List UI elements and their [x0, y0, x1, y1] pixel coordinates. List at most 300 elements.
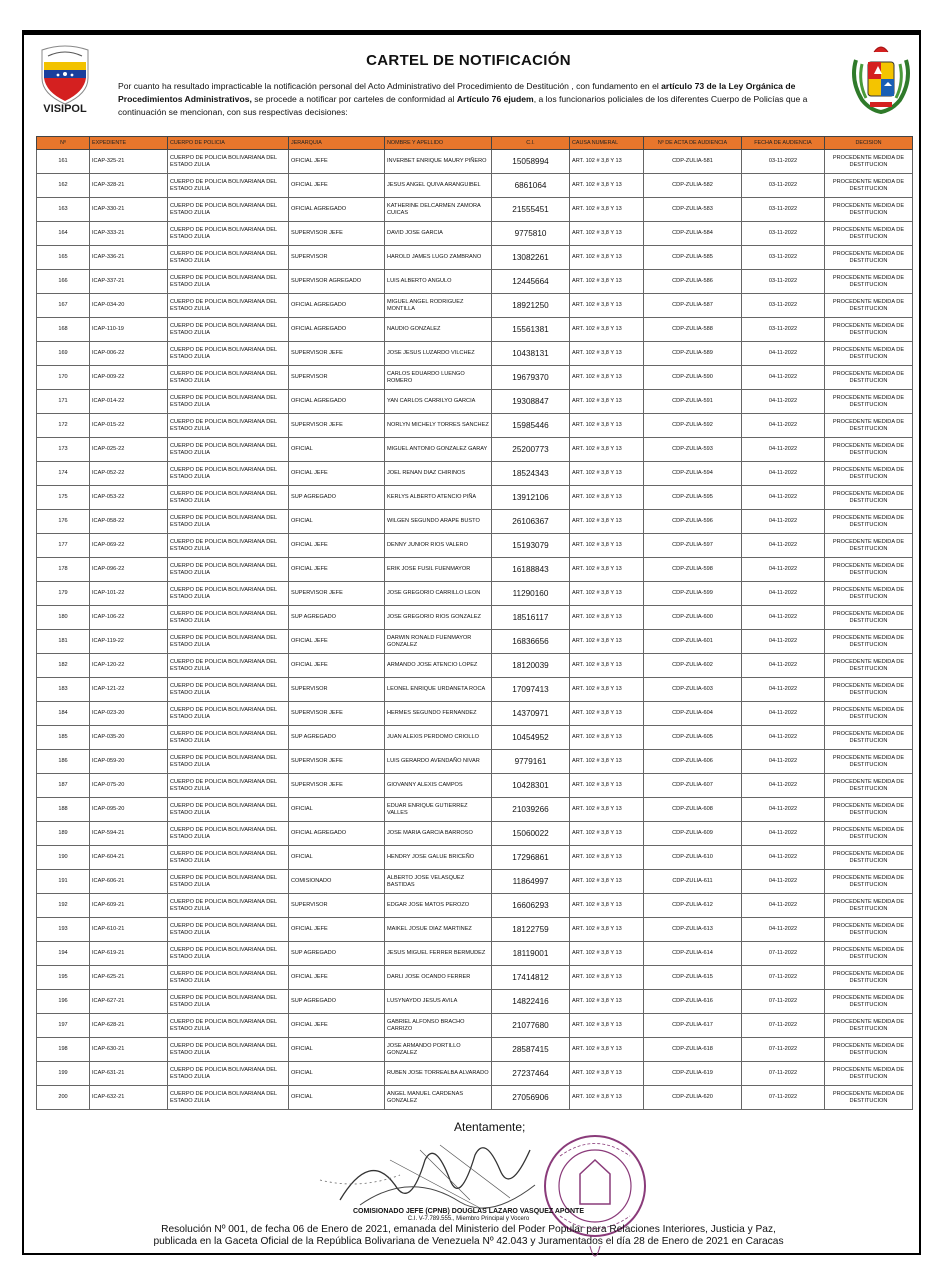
cuerpo-cell: CUERPO DE POLICIA BOLIVARIANA DEL ESTADO ZULIA — [168, 510, 289, 534]
causa-cell: ART. 102 # 3,8 Y 13 — [570, 1062, 644, 1086]
cuerpo-cell: CUERPO DE POLICIA BOLIVARIANA DEL ESTADO ZULIA — [168, 342, 289, 366]
decision-cell: PROCEDENTE MEDIDA DE DESTITUCION — [825, 174, 913, 198]
table-row — [37, 942, 913, 966]
resolution-footer — [0, 1224, 937, 1248]
cuerpo-cell: CUERPO DE POLICIA BOLIVARIANA DEL ESTADO ZULIA — [168, 1086, 289, 1110]
row-number: 184 — [37, 702, 90, 726]
name-cell: MAIKEL JOSUE DIAZ MARTINEZ — [385, 918, 492, 942]
expediente-cell: ICAP-610-21 — [90, 918, 168, 942]
name-cell: DENNY JUNIOR RIOS VALERO — [385, 534, 492, 558]
fecha-cell: 04-11-2022 — [742, 462, 825, 486]
acta-cell: CDP-ZULIA-606 — [644, 750, 742, 774]
cuerpo-cell: CUERPO DE POLICIA BOLIVARIANA DEL ESTADO ZULIA — [168, 798, 289, 822]
decision-cell: PROCEDENTE MEDIDA DE DESTITUCION — [825, 990, 913, 1014]
name-cell: HERMES SEGUNDO FERNANDEZ — [385, 702, 492, 726]
name-cell: INVERBET ENRIQUE MAURY PIÑERO — [385, 150, 492, 174]
fecha-cell: 04-11-2022 — [742, 606, 825, 630]
name-cell: LEONEL ENRIQUE URDANETA ROCA — [385, 678, 492, 702]
jerarquia-cell: SUPERVISOR — [289, 894, 385, 918]
table-row — [37, 198, 913, 222]
ci-cell: 15985446 — [492, 414, 570, 438]
jerarquia-cell: OFICIAL AGREGADO — [289, 822, 385, 846]
jerarquia-cell: OFICIAL JEFE — [289, 918, 385, 942]
fecha-cell: 07-11-2022 — [742, 1062, 825, 1086]
causa-cell: ART. 102 # 3,8 Y 13 — [570, 294, 644, 318]
expediente-cell: ICAP-034-20 — [90, 294, 168, 318]
cuerpo-cell: CUERPO DE POLICIA BOLIVARIANA DEL ESTADO ZULIA — [168, 294, 289, 318]
cuerpo-cell: CUERPO DE POLICIA BOLIVARIANA DEL ESTADO ZULIA — [168, 606, 289, 630]
jerarquia-cell: OFICIAL JEFE — [289, 174, 385, 198]
row-number: 171 — [37, 390, 90, 414]
decision-cell: PROCEDENTE MEDIDA DE DESTITUCION — [825, 846, 913, 870]
jerarquia-cell: SUPERVISOR — [289, 366, 385, 390]
expediente-cell: ICAP-009-22 — [90, 366, 168, 390]
table-row — [37, 510, 913, 534]
ci-cell: 6861064 — [492, 174, 570, 198]
decision-cell: PROCEDENTE MEDIDA DE DESTITUCION — [825, 822, 913, 846]
expediente-cell: ICAP-628-21 — [90, 1014, 168, 1038]
ci-cell: 27237464 — [492, 1062, 570, 1086]
ci-cell: 26106367 — [492, 510, 570, 534]
acta-cell: CDP-ZULIA-588 — [644, 318, 742, 342]
table-row — [37, 822, 913, 846]
table-row — [37, 486, 913, 510]
name-cell: JESUS ANGEL QUIVA ARANGUIBEL — [385, 174, 492, 198]
decision-cell: PROCEDENTE MEDIDA DE DESTITUCION — [825, 966, 913, 990]
ci-cell: 13912106 — [492, 486, 570, 510]
name-cell: LUIS GERARDO AVENDAÑO NIVAR — [385, 750, 492, 774]
jerarquia-cell: COMISIONADO — [289, 870, 385, 894]
row-number: 163 — [37, 198, 90, 222]
column-header: FECHA DE AUDIENCIA — [742, 137, 825, 150]
acta-cell: CDP-ZULIA-583 — [644, 198, 742, 222]
ci-cell: 18524343 — [492, 462, 570, 486]
ci-cell: 17097413 — [492, 678, 570, 702]
jerarquia-cell: OFICIAL JEFE — [289, 462, 385, 486]
cuerpo-cell: CUERPO DE POLICIA BOLIVARIANA DEL ESTADO ZULIA — [168, 318, 289, 342]
fecha-cell: 04-11-2022 — [742, 438, 825, 462]
ci-cell: 14822416 — [492, 990, 570, 1014]
table-row — [37, 702, 913, 726]
row-number: 186 — [37, 750, 90, 774]
causa-cell: ART. 102 # 3,8 Y 13 — [570, 414, 644, 438]
ci-cell: 16188843 — [492, 558, 570, 582]
jerarquia-cell: SUP AGREGADO — [289, 606, 385, 630]
acta-cell: CDP-ZULIA-616 — [644, 990, 742, 1014]
jerarquia-cell: SUP AGREGADO — [289, 726, 385, 750]
decision-cell: PROCEDENTE MEDIDA DE DESTITUCION — [825, 774, 913, 798]
table-row — [37, 1038, 913, 1062]
fecha-cell: 03-11-2022 — [742, 294, 825, 318]
decision-cell: PROCEDENTE MEDIDA DE DESTITUCION — [825, 630, 913, 654]
name-cell: GABRIEL ALFONSO BRACHO CARRIZO — [385, 1014, 492, 1038]
name-cell: DAVID JOSE GARCIA — [385, 222, 492, 246]
table-row — [37, 222, 913, 246]
ci-cell: 15058994 — [492, 150, 570, 174]
ci-cell: 9779161 — [492, 750, 570, 774]
fecha-cell: 03-11-2022 — [742, 222, 825, 246]
name-cell: NORLYN MICHELY TORRES SANCHEZ — [385, 414, 492, 438]
jerarquia-cell: SUP AGREGADO — [289, 942, 385, 966]
ci-cell: 15060022 — [492, 822, 570, 846]
causa-cell: ART. 102 # 3,8 Y 13 — [570, 534, 644, 558]
column-header: EXPEDIENTE — [90, 137, 168, 150]
cuerpo-cell: CUERPO DE POLICIA BOLIVARIANA DEL ESTADO ZULIA — [168, 630, 289, 654]
decision-cell: PROCEDENTE MEDIDA DE DESTITUCION — [825, 918, 913, 942]
column-header: Nº — [37, 137, 90, 150]
decision-cell: PROCEDENTE MEDIDA DE DESTITUCION — [825, 942, 913, 966]
cuerpo-cell: CUERPO DE POLICIA BOLIVARIANA DEL ESTADO ZULIA — [168, 990, 289, 1014]
name-cell: MIGUEL ANTONIO GONZALEZ GARAY — [385, 438, 492, 462]
ci-cell: 17296861 — [492, 846, 570, 870]
name-cell: ANGEL MANUEL CARDENAS GONZALEZ — [385, 1086, 492, 1110]
acta-cell: CDP-ZULIA-589 — [644, 342, 742, 366]
jerarquia-cell: SUPERVISOR JEFE — [289, 582, 385, 606]
decision-cell: PROCEDENTE MEDIDA DE DESTITUCION — [825, 270, 913, 294]
causa-cell: ART. 102 # 3,8 Y 13 — [570, 150, 644, 174]
name-cell: EDGAR JOSE MATOS PEROZO — [385, 894, 492, 918]
table-row — [37, 558, 913, 582]
causa-cell: ART. 102 # 3,8 Y 13 — [570, 678, 644, 702]
column-header: CAUSA NUMERAL — [570, 137, 644, 150]
causa-cell: ART. 102 # 3,8 Y 13 — [570, 630, 644, 654]
jerarquia-cell: OFICIAL JEFE — [289, 630, 385, 654]
cuerpo-cell: CUERPO DE POLICIA BOLIVARIANA DEL ESTADO ZULIA — [168, 822, 289, 846]
jerarquia-cell: SUPERVISOR — [289, 246, 385, 270]
cuerpo-cell: CUERPO DE POLICIA BOLIVARIANA DEL ESTADO ZULIA — [168, 702, 289, 726]
acta-cell: CDP-ZULIA-581 — [644, 150, 742, 174]
expediente-cell: ICAP-325-21 — [90, 150, 168, 174]
name-cell: MIGUEL ANGEL RODRIGUEZ MONTILLA — [385, 294, 492, 318]
name-cell: JESUS MIGUEL FERRER BERMUDEZ — [385, 942, 492, 966]
fecha-cell: 03-11-2022 — [742, 318, 825, 342]
causa-cell: ART. 102 # 3,8 Y 13 — [570, 366, 644, 390]
decision-cell: PROCEDENTE MEDIDA DE DESTITUCION — [825, 798, 913, 822]
causa-cell: ART. 102 # 3,8 Y 13 — [570, 198, 644, 222]
name-cell: HENDRY JOSE GALUE BRICEÑO — [385, 846, 492, 870]
table-row — [37, 438, 913, 462]
name-cell: DARLI JOSE OCANDO FERRER — [385, 966, 492, 990]
name-cell: EDUAR ENRIQUE GUTIERREZ VALLES — [385, 798, 492, 822]
name-cell: ALBERTO JOSE VELASQUEZ BASTIDAS — [385, 870, 492, 894]
ci-cell: 18516117 — [492, 606, 570, 630]
ci-cell: 18119001 — [492, 942, 570, 966]
name-cell: KATHERINE DELCARMEN ZAMORA CUICAS — [385, 198, 492, 222]
cuerpo-cell: CUERPO DE POLICIA BOLIVARIANA DEL ESTADO ZULIA — [168, 1038, 289, 1062]
acta-cell: CDP-ZULIA-605 — [644, 726, 742, 750]
row-number: 185 — [37, 726, 90, 750]
intro-paragraph: Por cuanto ha resultado impracticable la notificación personal del Acto Administrativo del Procedimiento de Destitución , con fundamento en el artículo 73 de la Ley Orgánica de Procedimientos Administrativos, se procede a notificar por carteles de conformidad al Artículo 76 ejudem, a los funcionarios policiales de los diferentes Cuerpo de Policías que a continuación se mencionan, con sus respectivas decisiones: — [118, 81, 808, 117]
svg-text:VISIPOL: VISIPOL — [43, 103, 87, 114]
fecha-cell: 07-11-2022 — [742, 942, 825, 966]
jerarquia-cell: OFICIAL — [289, 846, 385, 870]
row-number: 191 — [37, 870, 90, 894]
table-row — [37, 750, 913, 774]
expediente-cell: ICAP-609-21 — [90, 894, 168, 918]
acta-cell: CDP-ZULIA-601 — [644, 630, 742, 654]
acta-cell: CDP-ZULIA-615 — [644, 966, 742, 990]
jerarquia-cell: OFICIAL AGREGADO — [289, 318, 385, 342]
name-cell: JOSE GREGORIO RIOS GONZALEZ — [385, 606, 492, 630]
table-row — [37, 846, 913, 870]
cuerpo-cell: CUERPO DE POLICIA BOLIVARIANA DEL ESTADO ZULIA — [168, 198, 289, 222]
table-row — [37, 630, 913, 654]
table-row — [37, 1086, 913, 1110]
row-number: 180 — [37, 606, 90, 630]
cuerpo-cell: CUERPO DE POLICIA BOLIVARIANA DEL ESTADO ZULIA — [168, 390, 289, 414]
expediente-cell: ICAP-336-21 — [90, 246, 168, 270]
row-number: 197 — [37, 1014, 90, 1038]
fecha-cell: 04-11-2022 — [742, 534, 825, 558]
fecha-cell: 04-11-2022 — [742, 774, 825, 798]
table-row — [37, 1014, 913, 1038]
column-header: NOMBRE Y APELLIDO — [385, 137, 492, 150]
acta-cell: CDP-ZULIA-617 — [644, 1014, 742, 1038]
row-number: 193 — [37, 918, 90, 942]
expediente-cell: ICAP-023-20 — [90, 702, 168, 726]
decision-cell: PROCEDENTE MEDIDA DE DESTITUCION — [825, 894, 913, 918]
acta-cell: CDP-ZULIA-594 — [644, 462, 742, 486]
expediente-cell: ICAP-120-22 — [90, 654, 168, 678]
row-number: 181 — [37, 630, 90, 654]
row-number: 192 — [37, 894, 90, 918]
cuerpo-cell: CUERPO DE POLICIA BOLIVARIANA DEL ESTADO ZULIA — [168, 414, 289, 438]
acta-cell: CDP-ZULIA-610 — [644, 846, 742, 870]
row-number: 165 — [37, 246, 90, 270]
ci-cell: 17414812 — [492, 966, 570, 990]
fecha-cell: 03-11-2022 — [742, 150, 825, 174]
expediente-cell: ICAP-095-20 — [90, 798, 168, 822]
jerarquia-cell: SUPERVISOR JEFE — [289, 702, 385, 726]
row-number: 176 — [37, 510, 90, 534]
expediente-cell: ICAP-328-21 — [90, 174, 168, 198]
cuerpo-cell: CUERPO DE POLICIA BOLIVARIANA DEL ESTADO ZULIA — [168, 534, 289, 558]
jerarquia-cell: OFICIAL JEFE — [289, 966, 385, 990]
causa-cell: ART. 102 # 3,8 Y 13 — [570, 654, 644, 678]
causa-cell: ART. 102 # 3,8 Y 13 — [570, 1086, 644, 1110]
cuerpo-cell: CUERPO DE POLICIA BOLIVARIANA DEL ESTADO ZULIA — [168, 462, 289, 486]
cuerpo-cell: CUERPO DE POLICIA BOLIVARIANA DEL ESTADO ZULIA — [168, 918, 289, 942]
causa-cell: ART. 102 # 3,8 Y 13 — [570, 438, 644, 462]
causa-cell: ART. 102 # 3,8 Y 13 — [570, 270, 644, 294]
fecha-cell: 07-11-2022 — [742, 1038, 825, 1062]
decision-cell: PROCEDENTE MEDIDA DE DESTITUCION — [825, 582, 913, 606]
expediente-cell: ICAP-606-21 — [90, 870, 168, 894]
causa-cell: ART. 102 # 3,8 Y 13 — [570, 702, 644, 726]
name-cell: CARLOS EDUARDO LUENGO ROMERO — [385, 366, 492, 390]
acta-cell: CDP-ZULIA-599 — [644, 582, 742, 606]
fecha-cell: 04-11-2022 — [742, 390, 825, 414]
fecha-cell: 03-11-2022 — [742, 174, 825, 198]
fecha-cell: 04-11-2022 — [742, 846, 825, 870]
row-number: 164 — [37, 222, 90, 246]
fecha-cell: 04-11-2022 — [742, 654, 825, 678]
fecha-cell: 04-11-2022 — [742, 558, 825, 582]
cuerpo-cell: CUERPO DE POLICIA BOLIVARIANA DEL ESTADO ZULIA — [168, 270, 289, 294]
signer-name: COMISIONADO JEFE (CPNB) DOUGLAS LAZARO VASQUEZ APONTE — [352, 1208, 584, 1215]
name-cell: JUAN ALEXIS PERDOMO CRIOLLO — [385, 726, 492, 750]
jerarquia-cell: OFICIAL — [289, 1062, 385, 1086]
table-row — [37, 654, 913, 678]
decision-cell: PROCEDENTE MEDIDA DE DESTITUCION — [825, 462, 913, 486]
causa-cell: ART. 102 # 3,8 Y 13 — [570, 774, 644, 798]
row-number: 183 — [37, 678, 90, 702]
jerarquia-cell: SUPERVISOR JEFE — [289, 342, 385, 366]
causa-cell: ART. 102 # 3,8 Y 13 — [570, 174, 644, 198]
acta-cell: CDP-ZULIA-590 — [644, 366, 742, 390]
causa-cell: ART. 102 # 3,8 Y 13 — [570, 222, 644, 246]
acta-cell: CDP-ZULIA-604 — [644, 702, 742, 726]
row-number: 161 — [37, 150, 90, 174]
jerarquia-cell: OFICIAL AGREGADO — [289, 390, 385, 414]
decision-cell: PROCEDENTE MEDIDA DE DESTITUCION — [825, 150, 913, 174]
column-header: JERARQUIA — [289, 137, 385, 150]
cuerpo-cell: CUERPO DE POLICIA BOLIVARIANA DEL ESTADO ZULIA — [168, 894, 289, 918]
expediente-cell: ICAP-053-22 — [90, 486, 168, 510]
decision-cell: PROCEDENTE MEDIDA DE DESTITUCION — [825, 294, 913, 318]
fecha-cell: 07-11-2022 — [742, 1014, 825, 1038]
jerarquia-cell: SUPERVISOR AGREGADO — [289, 270, 385, 294]
official-stamp — [540, 1116, 650, 1276]
ci-cell: 9775810 — [492, 222, 570, 246]
ci-cell: 19679370 — [492, 366, 570, 390]
jerarquia-cell: SUPERVISOR — [289, 678, 385, 702]
expediente-cell: ICAP-337-21 — [90, 270, 168, 294]
ci-cell: 10438131 — [492, 342, 570, 366]
handwritten-signature — [300, 1130, 550, 1220]
row-number: 178 — [37, 558, 90, 582]
ci-cell: 12445664 — [492, 270, 570, 294]
cuerpo-cell: CUERPO DE POLICIA BOLIVARIANA DEL ESTADO ZULIA — [168, 438, 289, 462]
jerarquia-cell: OFICIAL — [289, 1086, 385, 1110]
cuerpo-cell: CUERPO DE POLICIA BOLIVARIANA DEL ESTADO ZULIA — [168, 654, 289, 678]
fecha-cell: 04-11-2022 — [742, 486, 825, 510]
decision-cell: PROCEDENTE MEDIDA DE DESTITUCION — [825, 414, 913, 438]
acta-cell: CDP-ZULIA-592 — [644, 414, 742, 438]
row-number: 166 — [37, 270, 90, 294]
ci-cell: 18122759 — [492, 918, 570, 942]
row-number: 175 — [37, 486, 90, 510]
decision-cell: PROCEDENTE MEDIDA DE DESTITUCION — [825, 1062, 913, 1086]
row-number: 190 — [37, 846, 90, 870]
expediente-cell: ICAP-330-21 — [90, 198, 168, 222]
cuerpo-cell: CUERPO DE POLICIA BOLIVARIANA DEL ESTADO ZULIA — [168, 942, 289, 966]
causa-cell: ART. 102 # 3,8 Y 13 — [570, 822, 644, 846]
fecha-cell: 04-11-2022 — [742, 366, 825, 390]
closing-greeting: Atentamente; — [454, 1120, 526, 1134]
ci-cell: 11864997 — [492, 870, 570, 894]
fecha-cell: 04-11-2022 — [742, 510, 825, 534]
footer-line-2: publicada en la Gaceta Oficial de la República Bolivariana de Venezuela Nº 42.043 y Juramentados el día 28 de Enero de 2021 en Caracas — [153, 1236, 784, 1247]
cuerpo-cell: CUERPO DE POLICIA BOLIVARIANA DEL ESTADO ZULIA — [168, 678, 289, 702]
ci-cell: 15193079 — [492, 534, 570, 558]
table-row — [37, 870, 913, 894]
causa-cell: ART. 102 # 3,8 Y 13 — [570, 894, 644, 918]
ci-cell: 28587415 — [492, 1038, 570, 1062]
cuerpo-cell: CUERPO DE POLICIA BOLIVARIANA DEL ESTADO ZULIA — [168, 222, 289, 246]
decision-cell: PROCEDENTE MEDIDA DE DESTITUCION — [825, 318, 913, 342]
jerarquia-cell: OFICIAL — [289, 510, 385, 534]
column-header: DECISION — [825, 137, 913, 150]
expediente-cell: ICAP-631-21 — [90, 1062, 168, 1086]
expediente-cell: ICAP-632-21 — [90, 1086, 168, 1110]
name-cell: JOSE GREGORIO CARRILLO LEON — [385, 582, 492, 606]
table-row — [37, 246, 913, 270]
table-row — [37, 270, 913, 294]
row-number: 195 — [37, 966, 90, 990]
decision-cell: PROCEDENTE MEDIDA DE DESTITUCION — [825, 750, 913, 774]
cuerpo-cell: CUERPO DE POLICIA BOLIVARIANA DEL ESTADO ZULIA — [168, 846, 289, 870]
expediente-cell: ICAP-604-21 — [90, 846, 168, 870]
causa-cell: ART. 102 # 3,8 Y 13 — [570, 582, 644, 606]
table-row — [37, 342, 913, 366]
fecha-cell: 07-11-2022 — [742, 1086, 825, 1110]
jerarquia-cell: OFICIAL JEFE — [289, 534, 385, 558]
name-cell: ERIK JOSE FUSIL FUENMAYOR — [385, 558, 492, 582]
jerarquia-cell: OFICIAL AGREGADO — [289, 294, 385, 318]
ci-cell: 18120039 — [492, 654, 570, 678]
fecha-cell: 04-11-2022 — [742, 414, 825, 438]
cuerpo-cell: CUERPO DE POLICIA BOLIVARIANA DEL ESTADO ZULIA — [168, 1062, 289, 1086]
acta-cell: CDP-ZULIA-595 — [644, 486, 742, 510]
acta-cell: CDP-ZULIA-609 — [644, 822, 742, 846]
acta-cell: CDP-ZULIA-587 — [644, 294, 742, 318]
table-row — [37, 318, 913, 342]
decision-cell: PROCEDENTE MEDIDA DE DESTITUCION — [825, 198, 913, 222]
acta-cell: CDP-ZULIA-603 — [644, 678, 742, 702]
causa-cell: ART. 102 # 3,8 Y 13 — [570, 246, 644, 270]
jerarquia-cell: SUP AGREGADO — [289, 486, 385, 510]
jerarquia-cell: SUPERVISOR JEFE — [289, 222, 385, 246]
cuerpo-cell: CUERPO DE POLICIA BOLIVARIANA DEL ESTADO ZULIA — [168, 966, 289, 990]
table-row — [37, 366, 913, 390]
row-number: 179 — [37, 582, 90, 606]
fecha-cell: 04-11-2022 — [742, 678, 825, 702]
causa-cell: ART. 102 # 3,8 Y 13 — [570, 990, 644, 1014]
fecha-cell: 04-11-2022 — [742, 750, 825, 774]
name-cell: HAROLD JAMES LUGO ZAMBRANO — [385, 246, 492, 270]
causa-cell: ART. 102 # 3,8 Y 13 — [570, 606, 644, 630]
decision-cell: PROCEDENTE MEDIDA DE DESTITUCION — [825, 1086, 913, 1110]
row-number: 189 — [37, 822, 90, 846]
name-cell: JOSE JESUS LUZARDO VILCHEZ — [385, 342, 492, 366]
cuerpo-cell: CUERPO DE POLICIA BOLIVARIANA DEL ESTADO ZULIA — [168, 726, 289, 750]
decision-cell: PROCEDENTE MEDIDA DE DESTITUCION — [825, 654, 913, 678]
expediente-cell: ICAP-101-22 — [90, 582, 168, 606]
ci-cell: 10428301 — [492, 774, 570, 798]
row-number: 162 — [37, 174, 90, 198]
jerarquia-cell: OFICIAL AGREGADO — [289, 198, 385, 222]
expediente-cell: ICAP-106-22 — [90, 606, 168, 630]
name-cell: JOSE ARMANDO PORTILLO GONZALEZ — [385, 1038, 492, 1062]
cuerpo-cell: CUERPO DE POLICIA BOLIVARIANA DEL ESTADO ZULIA — [168, 870, 289, 894]
decision-cell: PROCEDENTE MEDIDA DE DESTITUCION — [825, 1014, 913, 1038]
ci-cell: 27056906 — [492, 1086, 570, 1110]
decision-cell: PROCEDENTE MEDIDA DE DESTITUCION — [825, 246, 913, 270]
row-number: 188 — [37, 798, 90, 822]
row-number: 199 — [37, 1062, 90, 1086]
jerarquia-cell: SUPERVISOR JEFE — [289, 414, 385, 438]
acta-cell: CDP-ZULIA-619 — [644, 1062, 742, 1086]
row-number: 167 — [37, 294, 90, 318]
jerarquia-cell: SUPERVISOR JEFE — [289, 750, 385, 774]
table-row — [37, 150, 913, 174]
ci-cell: 16606293 — [492, 894, 570, 918]
name-cell: LUIS ALBERTO ANGULO — [385, 270, 492, 294]
acta-cell: CDP-ZULIA-602 — [644, 654, 742, 678]
causa-cell: ART. 102 # 3,8 Y 13 — [570, 798, 644, 822]
cuerpo-cell: CUERPO DE POLICIA BOLIVARIANA DEL ESTADO ZULIA — [168, 174, 289, 198]
